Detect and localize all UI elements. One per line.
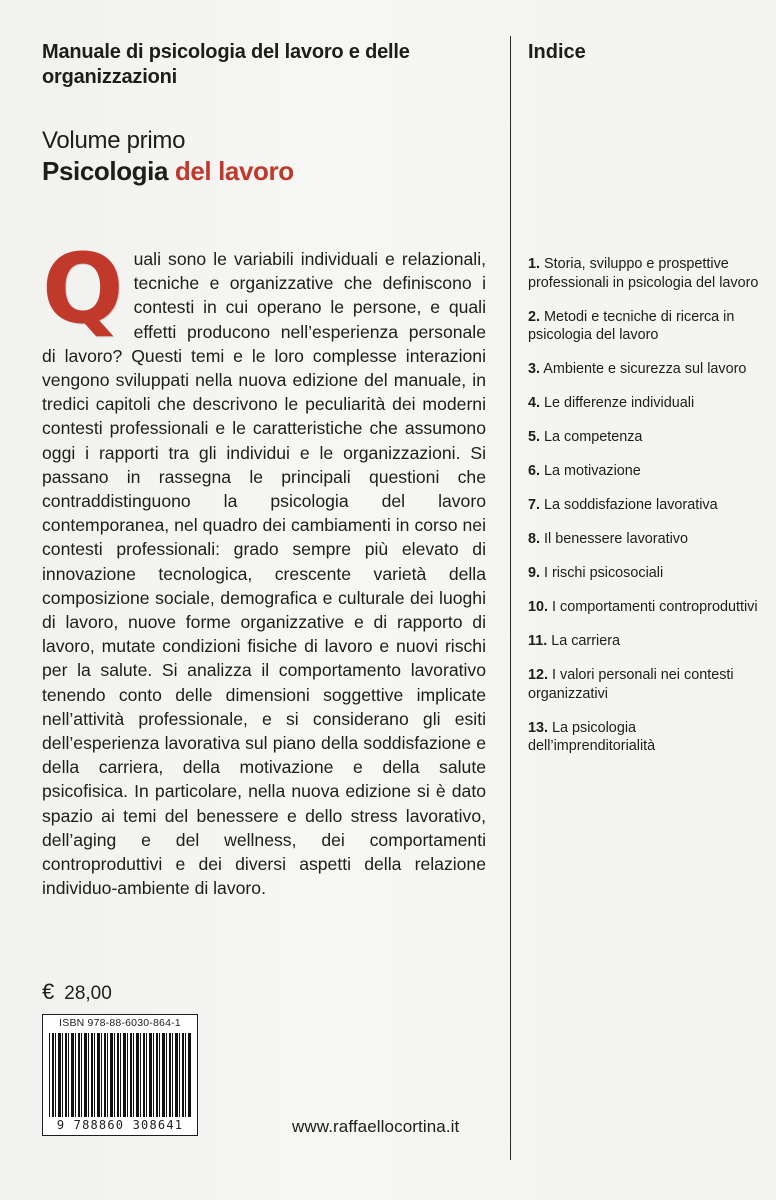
blurb-text: uali sono le variabili individuali e relazionali, tecniche e organizzative che definiscono i contesti in cui operano le persone, e quali effetti producono nell’esperienza personale di lavoro? Questi temi e le loro complesse interazioni vengono sviluppati nella nuova edizione del manuale, in tredici capitoli che descrivono le peculiarità dei moderni contesti professionali e le caratteristiche che assumono oggi i rapporti tra gli individui e le organizzazioni. Si passano in rassegna le principali questioni che contraddistinguono la psicologia del lavoro contemporanea, nel quadro dei cambiamenti in corso nei contesti professionali: grado sempre più elevato di innovazione tecnologica, crescente varietà della composizione sociale, demografica e culturale dei luoghi di lavoro, nuove forme organizzative e di rapporto di lavoro, mutate condizioni fisiche di lavoro e nuovi rischi per la salute. Si analizza il comportamento lavorativo tenendo conto delle dimensioni soggettive implicate nell’attività professionale, e si considerano gli esiti dell’esperienza lavorativa sul piano della soddisfazione e della carriera, della motivazione e della salute psicofisica. In particolare, nella nuova edizione si è dato spazio ai temi del benessere e dello stress lavorativo, dell’aging e del wellness, dei comportamenti controproduttivi e dei diversi aspetti della relazione individuo-ambiente di lavoro. — [42, 249, 486, 899]
toc-title: Metodi e tecniche di ricerca in psicologia del lavoro — [528, 308, 735, 343]
price-value: 28,00 — [64, 983, 112, 1004]
blurb-paragraph — [42, 233, 486, 900]
column-divider — [510, 36, 511, 1160]
toc-item — [528, 360, 764, 379]
toc-number: 11. — [528, 633, 548, 649]
toc-number: 9. — [528, 565, 541, 581]
toc-number: 13. — [528, 719, 549, 736]
publisher-website: www.raffaellocortina.it — [292, 1117, 460, 1136]
barcode-bars-icon — [49, 1033, 191, 1117]
volume-label: Volume primo — [42, 127, 186, 154]
toc-title: I rischi psicosociali — [544, 565, 664, 581]
toc-title: I comportamenti controproduttivi — [552, 599, 758, 615]
toc-item — [528, 632, 764, 651]
toc-item — [528, 496, 764, 515]
toc-title: La carriera — [551, 633, 621, 649]
toc-item — [528, 255, 764, 292]
price-label — [42, 981, 112, 1005]
barcode-digits: 9 788860 308641 — [43, 1118, 197, 1132]
toc-number: 8. — [528, 531, 541, 547]
toc-title: Ambiente e sicurezza sul lavoro — [543, 361, 747, 377]
toc-item — [528, 530, 764, 549]
toc-title: La competenza — [544, 429, 643, 445]
toc-item — [528, 598, 764, 617]
toc-item — [528, 462, 764, 481]
toc-item — [528, 564, 764, 583]
toc-number: 3. — [528, 361, 541, 377]
isbn-label: ISBN 978-88-6030-864-1 — [59, 1017, 181, 1029]
toc-number: 5. — [528, 429, 541, 445]
dropcap-letter: Q — [42, 233, 124, 345]
toc-number: 2. — [528, 308, 541, 325]
series-title: Manuale di psicologia del lavoro e delle organizzazioni — [42, 41, 410, 88]
toc-item — [528, 394, 764, 413]
subject-main: Psicologia — [42, 156, 169, 186]
toc-title: Il benessere lavorativo — [544, 531, 688, 547]
subject-accent: del lavoro — [174, 156, 294, 186]
toc-number: 7. — [528, 497, 541, 513]
index-heading: Indice — [528, 41, 586, 63]
euro-icon: € — [42, 979, 55, 1004]
volume-subject — [42, 155, 294, 187]
toc-title: La soddisfazione lavorativa — [544, 497, 718, 513]
toc-title: La motivazione — [544, 463, 641, 479]
toc-title: Storia, sviluppo e prospettive professionali in psicologia del lavoro — [528, 256, 759, 291]
toc-number: 12. — [528, 667, 549, 683]
toc-number: 6. — [528, 463, 541, 479]
toc-item — [528, 719, 764, 756]
toc-item — [528, 666, 764, 703]
toc-number: 4. — [528, 395, 541, 411]
toc-item — [528, 308, 764, 345]
toc-title: Le differenze individuali — [544, 395, 695, 411]
toc-title: I valori personali nei contesti organizzativi — [528, 667, 734, 702]
table-of-contents — [528, 255, 764, 771]
isbn-barcode — [42, 1014, 198, 1136]
toc-number: 1. — [528, 256, 541, 272]
toc-item — [528, 428, 764, 447]
toc-number: 10. — [528, 599, 549, 615]
toc-title: La psicologia dell’imprenditorialità — [528, 719, 656, 754]
